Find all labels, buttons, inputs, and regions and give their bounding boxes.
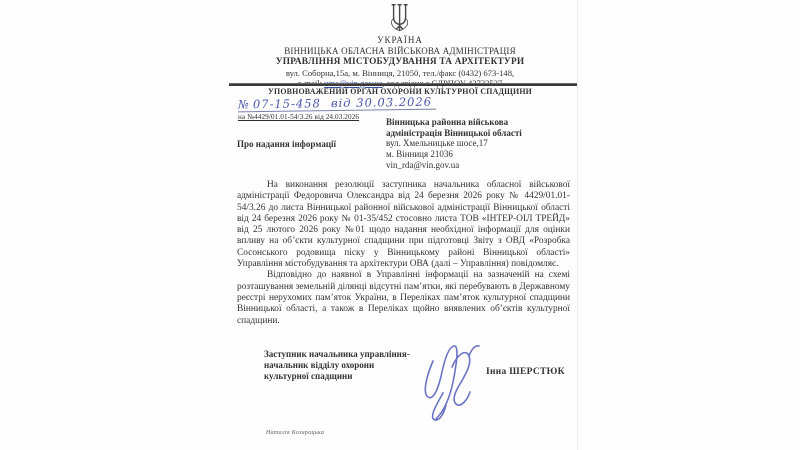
- signer-position-line: начальник відділу охорони: [264, 360, 375, 370]
- body-paragraph-2: Відповідно до наявної в Управлінні інформації на зазначеній на схемі розташування земельній ділянці відсутні пам’ятки, які перебувають в Державному реєстрі нерухомих пам’яток України, в Переліках пам’яток культурної спадщини Вінницької області, а також в Переліках щойно виявлених об’єктів культурної спадщини.: [237, 270, 570, 326]
- signer-name: Інна ШЕРСТЮК: [486, 367, 565, 377]
- outgoing-date: від 30.03.2026: [330, 94, 433, 111]
- ukraine-trident-emblem-icon: [227, 3, 573, 34]
- letter-body: [237, 180, 570, 327]
- recipient-line: вул. Хмельницьке шосе,17: [386, 138, 488, 149]
- recipient-email: vin_rda@vin.gov.ua: [386, 159, 460, 170]
- administration-name: ВІННИЦЬКА ОБЛАСНА ВІЙСЬКОВА АДМІНІСТРАЦІЯ: [284, 46, 516, 56]
- org-address: вул. Соборна,15а, м. Вінниця, 21050, тел./факс (0432) 673-148,: [285, 68, 515, 78]
- header-divider-rule: [229, 83, 577, 86]
- email-label: e-mail:: [297, 78, 325, 88]
- incoming-reference: на №4429/01.01-54/3.26 від 24.03.2026: [238, 113, 360, 121]
- recipient-line: адміністрація Вінницької області: [386, 127, 522, 138]
- signer-position: [264, 349, 434, 382]
- executor-name: Наталія Козирацька: [266, 430, 325, 436]
- handwritten-signature-icon: [416, 341, 490, 421]
- signer-position-line: Заступник начальника управління-: [264, 349, 410, 359]
- authority-title: УПОВНОВАЖЕНИЙ ОРГАН ОХОРОНИ КУЛЬТУРНОЇ СПАДЩИНИ: [267, 87, 532, 96]
- signer-position-line: культурної спадщини: [264, 371, 353, 381]
- letterhead: [227, 3, 573, 88]
- scan-page-edge-line: [577, 0, 578, 450]
- letter-subject: Про надання інформації: [237, 139, 337, 149]
- country-name: УКРАЇНА: [377, 35, 423, 45]
- edrpou-code: , код згідно з ЄДРПОУ 43723537: [382, 78, 503, 88]
- department-name: УПРАВЛІННЯ МІСТОБУДУВАННЯ ТА АРХІТЕКТУРИ: [275, 57, 525, 67]
- recipient-block: [386, 117, 576, 171]
- number-sign: №: [237, 97, 250, 112]
- recipient-line: Вінницька районна військова: [386, 117, 509, 127]
- org-email-link: uma@vin.gov.ua: [324, 78, 383, 88]
- recipient-line: м. Вінниця 21036: [386, 149, 453, 160]
- outgoing-number: 07-15-458: [252, 96, 321, 112]
- body-paragraph-1: На виконання резолюції заступника начальника обласної військової адміністрації Федоровича Олександра від 24 березня 2026 року № 4429/01.01-54/3.26 до листа Вінницької районної військової адміністрації Вінницької області від 24 березня 2026 року № 01-35/452 стосовно листа ТОВ «ІНТЕР-ОІЛ ТРЕЙД» від 25 лютого 2026 року №01 щодо надання необхідної інформації для оцінки впливу на об’єкти культурної спадщини при підготовці Звіту з ОВД «Розробка Сосонського родовища піску у Вінницькому районі Вінницької області» Управління містобудування та архітектури ОВА (далі – Управління) повідомляє.: [237, 180, 570, 270]
- outgoing-number-handwritten: [238, 95, 436, 113]
